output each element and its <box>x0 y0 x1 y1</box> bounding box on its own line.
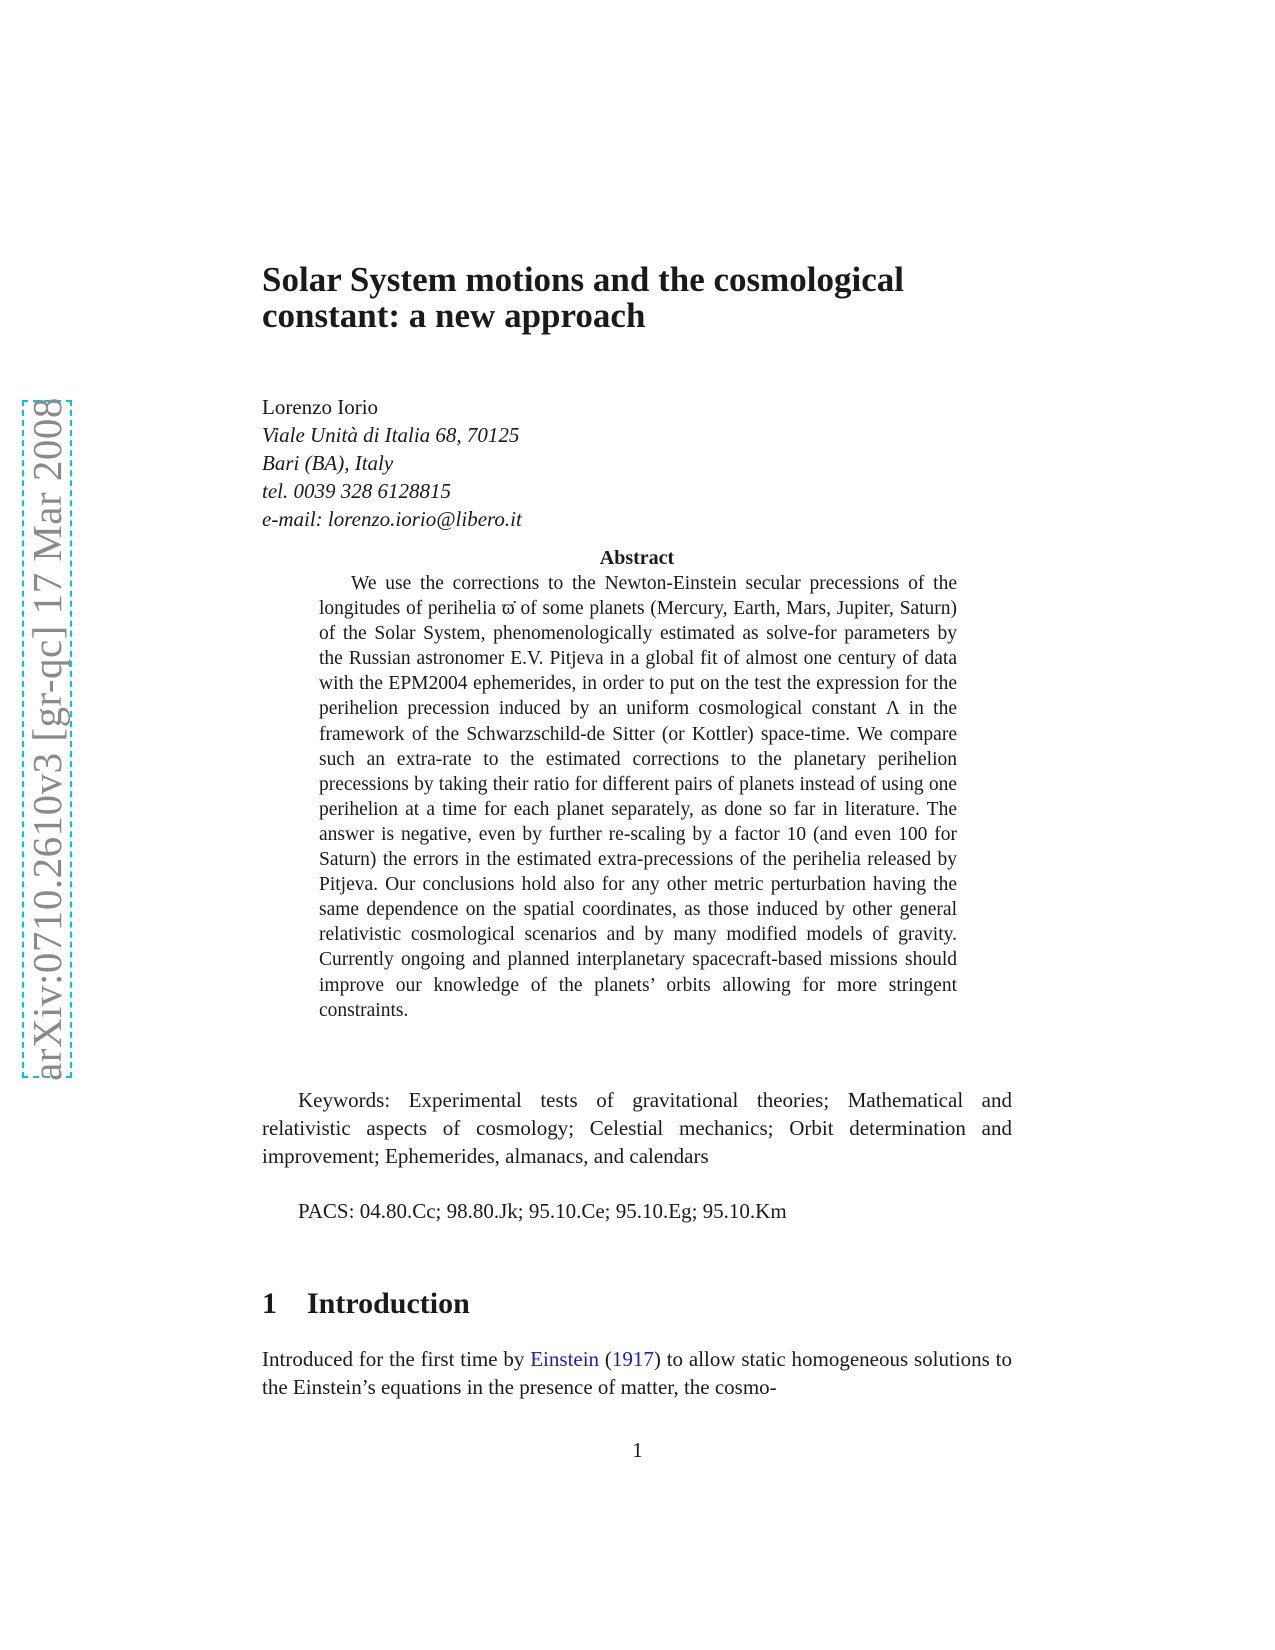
arxiv-stamp <box>22 397 72 1081</box>
section-title: Introduction <box>307 1287 470 1320</box>
arxiv-identifier: arXiv:0710.2610v3 [gr-qc] 17 Mar 2008 <box>24 397 71 1081</box>
author-email: e-mail: lorenzo.iorio@libero.it <box>262 507 522 531</box>
section-heading-introduction <box>262 1287 470 1321</box>
introduction-paragraph <box>262 1345 1012 1401</box>
intro-text-rest: ) to allow static homogeneous solutions to the Einstein’s equations in the presence of matter, the cosmo- <box>262 1347 1012 1399</box>
pacs-codes: PACS: 04.80.Cc; 98.80.Jk; 95.10.Ce; 95.10.Eg; 95.10.Km <box>298 1199 787 1223</box>
title-line-1: Solar System motions and the cosmological <box>262 260 904 299</box>
abstract-text-rest: of some planets (Mercury, Earth, Mars, Jupiter, Saturn) of the Solar System, phenomenologically estimated as solve-for parameters by the Russian astronomer E.V. Pitjeva in a global fit of almost one century of data with the EPM2004 ephemerides, in order to put on the test the expression for the perihelion precession induced by an uniform cosmological constant Λ in the framework of the Schwarzschild-de Sitter (or Kottler) space-time. We compare such an extra-rate to the estimated corrections to the planetary perihelion precessions by taking their ratio for different pairs of planets instead of using one perihelion at a time for each planet separately, as done so far in literature. The answer is negative, even by further re-scaling by a factor 10 (and even 100 for Saturn) the errors in the estimated extra-precessions of the perihelia released by Pitjeva. Our conclusions hold also for any other metric perturbation having the same dependence on the spatial coordinates, as those induced by other general relativistic cosmological scenarios and by many modified models of gravity. Currently ongoing and planned interplanetary spacecraft-based missions should improve our knowledge of the planets’ orbits allowing for more stringent constraints. <box>319 598 958 1021</box>
author-address-line-2: Bari (BA), Italy <box>262 451 394 475</box>
section-number: 1 <box>262 1287 277 1320</box>
author-address-line-1: Viale Unità di Italia 68, 70125 <box>262 423 520 447</box>
abstract-body <box>319 571 957 1023</box>
abstract-text-start: We use the corrections to the Newton-Einstein secular precessions of the longitudes of perihelia <box>319 573 957 620</box>
citation-open-paren: ( <box>599 1347 612 1371</box>
perihelion-longitude-symbol: ϖ̇ <box>501 598 515 620</box>
title-line-2: constant: a new approach <box>262 296 646 335</box>
intro-text-start: Introduced for the first time by <box>262 1347 531 1371</box>
abstract-heading: Abstract <box>599 547 675 569</box>
citation-einstein-link[interactable]: Einstein <box>530 1347 600 1371</box>
author-block <box>262 393 522 533</box>
citation-year-link[interactable]: 1917 <box>611 1347 654 1371</box>
paper-title <box>262 262 1022 334</box>
page-number: 1 <box>632 1438 643 1462</box>
author-name: Lorenzo Iorio <box>262 395 379 419</box>
author-telephone: tel. 0039 328 6128815 <box>262 479 451 503</box>
keywords: Keywords: Experimental tests of gravitational theories; Mathematical and relativistic aspects of cosmology; Celestial mechanics; Orbit determination and improvement; Ephemerides, almanacs, and calendars <box>262 1088 1012 1168</box>
